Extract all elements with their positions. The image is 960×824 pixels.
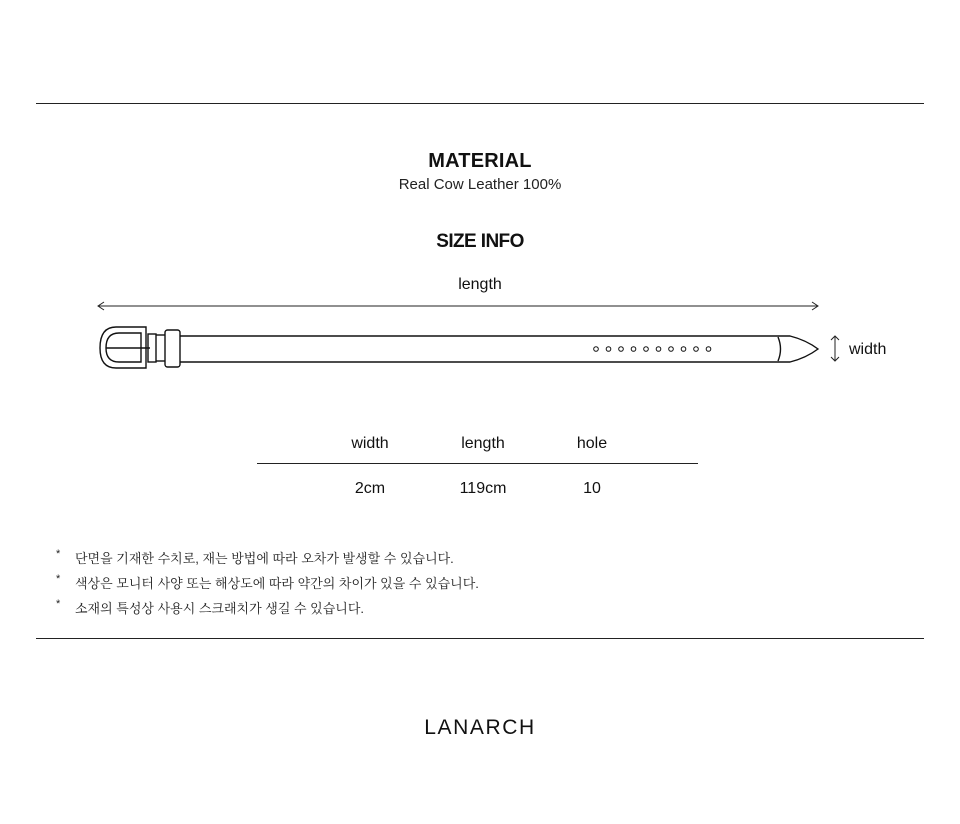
belt-hole	[706, 347, 711, 352]
brand-logo: LANARCH	[424, 716, 536, 739]
header-width: width	[351, 435, 389, 452]
value-width: 2cm	[354, 480, 386, 497]
material-title: MATERIAL	[428, 150, 532, 172]
top-divider	[36, 103, 924, 104]
value-length: 119cm	[459, 480, 507, 497]
table-row	[257, 480, 698, 508]
note-marker: *	[56, 548, 61, 560]
width-label: width	[849, 341, 887, 358]
width-arrow	[831, 336, 839, 361]
note-text: 단면을 기재한 수치로, 재는 방법에 따라 오차가 발생할 수 있습니다.	[75, 551, 454, 566]
table-divider	[257, 463, 698, 464]
belt-holes	[594, 347, 711, 352]
length-arrow	[98, 302, 818, 310]
belt-hole	[644, 347, 649, 352]
note-marker: *	[56, 598, 61, 610]
belt-hole	[681, 347, 686, 352]
belt-hole	[619, 347, 624, 352]
length-label: length	[458, 276, 502, 293]
size-table-header	[257, 435, 698, 463]
header-hole: hole	[576, 435, 608, 452]
size-info-title: SIZE INFO	[436, 231, 524, 252]
header-length: length	[461, 435, 505, 452]
value-hole: 10	[583, 480, 601, 497]
size-table	[257, 435, 698, 508]
belt-diagram	[0, 262, 960, 382]
bottom-divider	[36, 638, 924, 639]
belt-hole	[606, 347, 611, 352]
belt-hole	[669, 347, 674, 352]
note-text: 소재의 특성상 사용시 스크래치가 생길 수 있습니다.	[75, 601, 365, 616]
buckle-icon	[100, 327, 180, 368]
belt-hole	[631, 347, 636, 352]
material-value: Real Cow Leather 100%	[398, 176, 562, 193]
belt-hole	[656, 347, 661, 352]
belt-strap	[156, 335, 818, 362]
belt-hole	[694, 347, 699, 352]
note-marker: *	[56, 573, 61, 585]
note-text: 색상은 모니터 사양 또는 해상도에 따라 약간의 차이가 있을 수 있습니다.	[75, 576, 479, 591]
belt-hole	[594, 347, 599, 352]
